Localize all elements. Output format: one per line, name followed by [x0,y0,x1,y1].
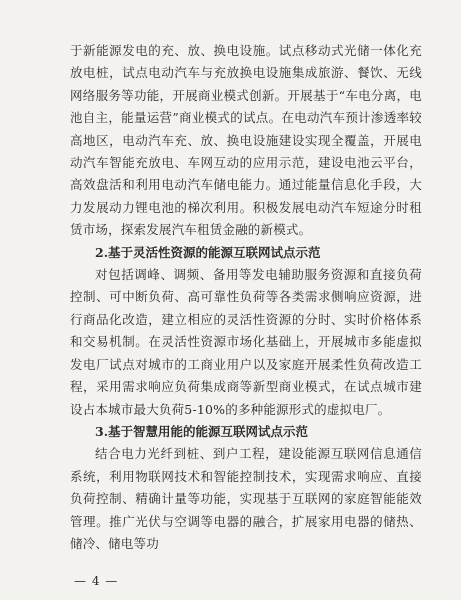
heading-flexible-resources: 2.基于灵活性资源的能源互联网试点示范 [95,244,321,260]
body-text [70,40,422,555]
paragraph-ev-facilities: 于新能源发电的充、放、换电设施。试点移动式光储一体化充放电桩，试点电动汽车与充放换电设施集成旅游、餐饮、无线网络服务等功能，开展商业模式创新。开展基于“车电分离，电池自主，能量运营”商业模式的试点。在电动汽车预计渗透率较高地区，电动汽车充、放、换电设施建设实现全覆盖，开展电动汽车智能充放电、车网互动的应用示范，建设电池云平台，高效盘活和利用电动汽车储电能力。通过能量信息化手段，大力发展动力锂电池的梯次利用。积极发展电动汽车短途分时租赁市场，探索发展汽车租赁金融的新模式。 [70,43,422,238]
heading-smart-energy-use: 3.基于智慧用能的能源互联网试点示范 [95,423,309,439]
paragraph-flexible-resources: 对包括调峰、调频、备用等发电辅助服务资源和直接负荷控制、可中断负荷、高可靠性负荷等各类需求侧响应资源，进行商品化改造，建立相应的灵活性资源的分时、实时价格体系和交易机制。在灵活性资源市场化基础上，开展城市多能虚拟发电厂试点对城市的工商业用户以及家庭开展柔性负荷改造工程，采用需求响应负荷集成商等新型商业模式，在试点城市建设占本城市最大负荷5-10%的多种能源形式的虚拟电厂。 [70,267,422,417]
page-number: — 4 — [74,574,119,588]
paragraph-smart-energy-use: 结合电力光纤到桩、到户工程，建设能源互联网信息通信系统，利用物联网技术和智能控制技术，实现需求响应、直接负荷控制、精确计量等功能，实现基于互联网的家庭智能能效管理。推广光伏与空调等电器的融合，扩展家用电器的储热、储冷、储电等功 [70,446,422,551]
